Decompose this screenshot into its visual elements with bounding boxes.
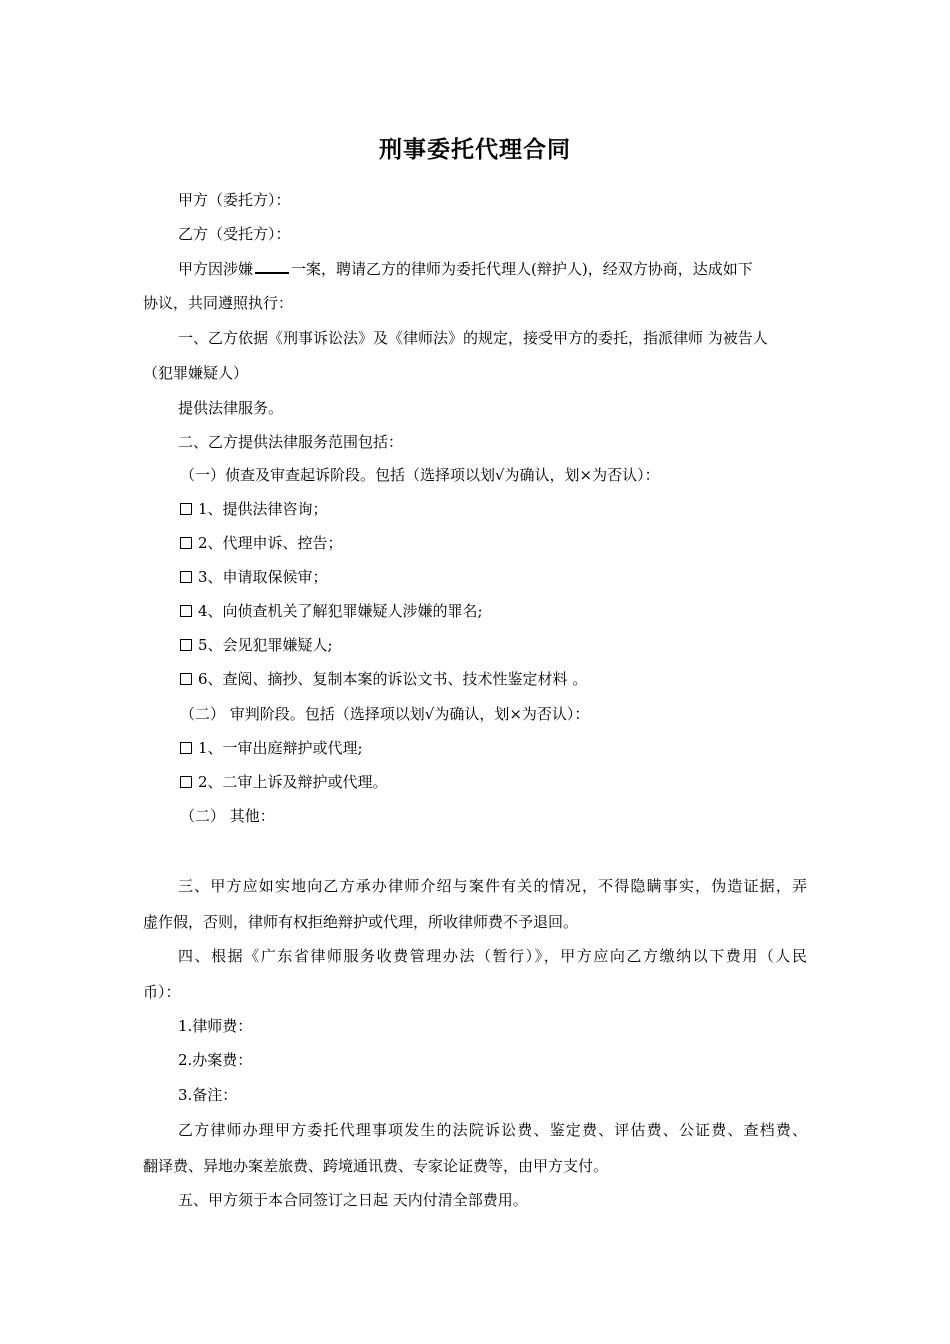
checkbox-icon[interactable] xyxy=(180,639,192,651)
clause5: 五、甲方须于本合同签订之日起 天内付清全部费用。 xyxy=(178,1191,528,1209)
intro-prefix: 甲方因涉嫌 xyxy=(178,260,254,278)
checklist-item: 1、提供法律咨询； xyxy=(180,499,328,519)
note-line2: 翻译费、异地办案差旅费、跨境通讯费、专家论证费等，由甲方支付。 xyxy=(143,1157,609,1175)
fee-case: 2.办案费： xyxy=(178,1051,253,1069)
clause2-heading: 二、乙方提供法律服务范围包括： xyxy=(178,433,404,451)
checklist-item: 5、会见犯罪嫌疑人; xyxy=(180,635,333,655)
checkbox-icon[interactable] xyxy=(180,571,192,583)
checkbox-icon[interactable] xyxy=(180,537,192,549)
clause3-line2: 虚作假，否则，律师有权拒绝辩护或代理，所收律师费不予退回。 xyxy=(143,913,579,931)
checkbox-icon[interactable] xyxy=(180,605,192,617)
checkbox-icon[interactable] xyxy=(180,673,192,685)
stage2-heading: （二） 审判阶段。包括（选择项以划√为确认，划×为否认）： xyxy=(180,705,590,723)
clause1-line2: （犯罪嫌疑人） xyxy=(143,364,249,382)
checkbox-icon[interactable] xyxy=(180,742,192,754)
intro-line xyxy=(178,258,807,279)
fee-note-label: 3.备注： xyxy=(178,1086,238,1104)
party-b-line: 乙方（受托方）： xyxy=(178,225,291,243)
clause1-line3: 提供法律服务。 xyxy=(178,399,284,417)
case-name-blank xyxy=(255,258,289,274)
checklist-item: 3、申请取保候审； xyxy=(180,567,328,587)
checklist-item: 4、向侦查机关了解犯罪嫌疑人涉嫌的罪名; xyxy=(180,601,483,621)
clause3-line1: 三、甲方应如实地向乙方承办律师介绍与案件有关的情况，不得隐瞒事实，伪造证据，弄 xyxy=(178,877,807,895)
stage1-heading: （一）侦查及审查起诉阶段。包括（选择项以划√为确认，划×为否认）： xyxy=(180,466,660,484)
intro-suffix: 一案，聘请乙方的律师为委托代理人(辩护人)，经双方协商，达成如下 xyxy=(291,260,753,278)
checkbox-icon[interactable] xyxy=(180,503,192,515)
intro-continuation: 协议，共同遵照执行： xyxy=(143,294,294,312)
checkbox-icon[interactable] xyxy=(180,776,192,788)
party-a-line: 甲方（委托方）： xyxy=(178,191,291,209)
document-title: 刑事委托代理合同 xyxy=(379,137,571,163)
checklist-item: 1、一审出庭辩护或代理; xyxy=(180,738,363,758)
checklist-item: 2、代理申诉、控告； xyxy=(180,533,343,553)
clause1-line1: 一、乙方依据《刑事诉讼法》及《律师法》的规定，接受甲方的委托，指派律师 为被告人 xyxy=(178,329,768,347)
other-heading: （二） 其他： xyxy=(180,807,275,825)
note-line1: 乙方律师办理甲方委托代理事项发生的法院诉讼费、鉴定费、评估费、公证费、查档费、 xyxy=(178,1121,807,1139)
clause4-line1: 四、根据《广东省律师服务收费管理办法（暂行）》，甲方应向乙方缴纳以下费用（人民 xyxy=(178,947,807,965)
fee-lawyer: 1.律师费： xyxy=(178,1017,253,1035)
checklist-item: 6、查阅、摘抄、复制本案的诉讼文书、技术性鉴定材料 。 xyxy=(180,669,587,689)
clause4-line2: 币）： xyxy=(143,983,181,1001)
checklist-item: 2、二审上诉及辩护或代理。 xyxy=(180,772,388,792)
